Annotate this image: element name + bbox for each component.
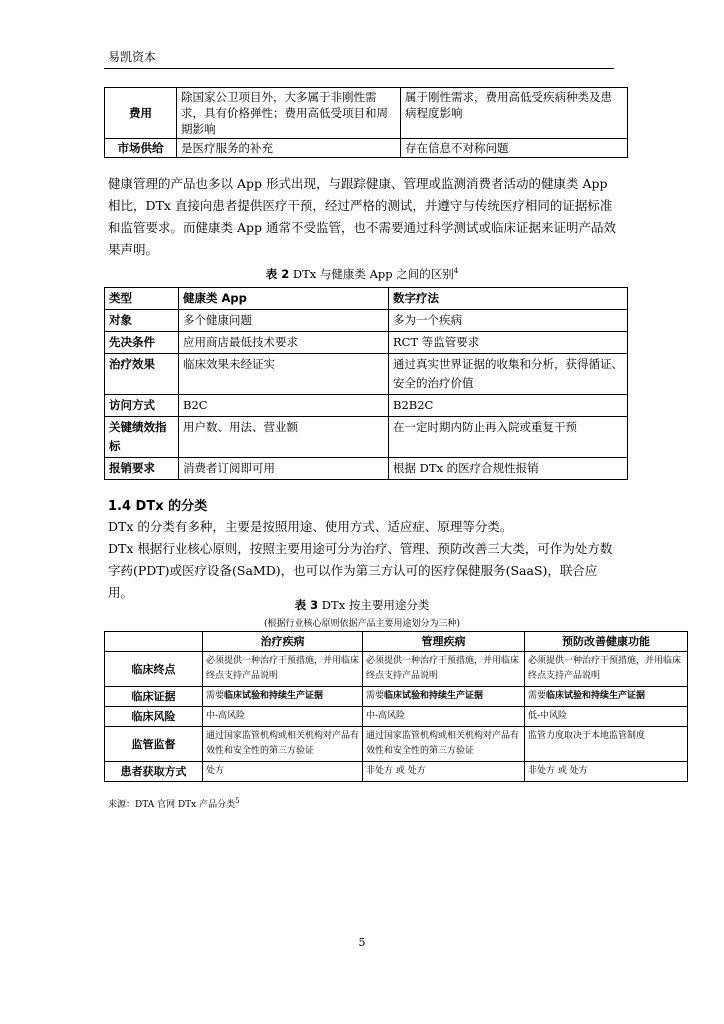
row-label: 费用: [105, 88, 177, 139]
table-row: [105, 88, 628, 139]
cell-prefix: 需要: [528, 691, 547, 701]
column-header: [105, 632, 203, 652]
table-cell: 多为一个疾病: [389, 310, 628, 332]
column-header: 预防改善健康功能: [525, 632, 688, 652]
cell-prefix: 需要: [206, 691, 225, 701]
row-label: 市场供给: [105, 139, 177, 158]
table-cell: 用户数、用法、营业额: [179, 417, 389, 458]
table-caption: [0, 266, 724, 282]
table-cell: 消费者订阅即可用: [179, 458, 389, 480]
table-cell: B2B2C: [389, 395, 628, 417]
column-header: 数字疗法: [389, 288, 628, 310]
paragraph: DTx 根据行业核心原则，按照主要用途可分为治疗、管理、预防改善三大类，可作为处方数字药(PDT)或医疗设备(SaMD)，也可以作为第三方认可的医疗保健服务(SaaS)，联合应用。: [108, 541, 613, 600]
table-cell: 必须提供一种治疗干预措施，并用临床终点支持产品说明: [363, 652, 525, 687]
table-row: [105, 395, 628, 417]
cell-emphasis: 临床试验和持续生产证据: [384, 691, 484, 701]
table-cell: 非处方 或 处方: [363, 762, 525, 782]
table-cell: 在一定时期内防止再入院或重复干预: [389, 417, 628, 458]
row-label: 临床终点: [105, 652, 203, 687]
table-cell: 低-中风险: [525, 707, 688, 727]
footnote-ref: 5: [235, 797, 240, 805]
table-header-row: [105, 288, 628, 310]
row-label: 患者获取方式: [105, 762, 203, 782]
source-note: [108, 797, 240, 810]
table-cell: 处方: [203, 762, 363, 782]
row-label: 治疗效果: [105, 354, 179, 395]
row-label: 临床证据: [105, 687, 203, 707]
section-heading: 1.4 DTx 的分类: [108, 499, 208, 514]
row-label: 临床风险: [105, 707, 203, 727]
row-label: 监管监督: [105, 727, 203, 762]
table-cell: 非处方 或 处方: [525, 762, 688, 782]
table-row: [105, 727, 688, 762]
page-header: 易凯资本: [108, 50, 157, 64]
table-cell: RCT 等监管要求: [389, 332, 628, 354]
table-cell: 通过国家监管机构或相关机构对产品有效性和安全性的第三方验证: [363, 727, 525, 762]
column-header: 管理疾病: [363, 632, 525, 652]
paragraph: DTx 的分类有多种，主要是按照用途、使用方式、适应症、原理等分类。: [108, 519, 513, 534]
table-cell: 应用商店最低技术要求: [179, 332, 389, 354]
table-row: [105, 417, 628, 458]
table-row: [105, 354, 628, 395]
table-row: [105, 332, 628, 354]
table-row: [105, 310, 628, 332]
table-row: [105, 762, 688, 782]
table-row: [105, 458, 628, 480]
table-cell: 中-高风险: [203, 707, 363, 727]
cell-prefix: 需要: [366, 691, 385, 701]
table-cell: 临床效果未经证实: [179, 354, 389, 395]
table-cell: 通过真实世界证据的收集和分析，获得循证、安全的治疗价值: [389, 354, 628, 395]
row-label: 关键绩效指标: [105, 417, 179, 458]
caption-text: DTx 与健康类 App 之间的区别: [289, 267, 454, 281]
footnote-ref: 4: [453, 267, 459, 276]
table-cell: 多个健康问题: [179, 310, 389, 332]
table-cell: [203, 687, 363, 707]
table-row: [105, 652, 688, 687]
table-cell: 通过国家监管机构或相关机构对产品有效性和安全性的第三方验证: [203, 727, 363, 762]
table-cell: B2C: [179, 395, 389, 417]
table-cell: 存在信息不对称问题: [401, 139, 628, 158]
table-caption: [0, 597, 724, 613]
page-number: 5: [358, 936, 366, 949]
column-header: 健康类 App: [179, 288, 389, 310]
table-cell: [525, 687, 688, 707]
table-cell: 根据 DTx 的医疗合规性报销: [389, 458, 628, 480]
header-divider: [104, 68, 614, 69]
row-label: 对象: [105, 310, 179, 332]
table-cell: [363, 687, 525, 707]
dtx-vs-app-table: [104, 287, 628, 480]
column-header: 治疗疾病: [203, 632, 363, 652]
row-label: 先决条件: [105, 332, 179, 354]
paragraph: 健康管理的产品也多以 App 形式出现，与跟踪健康、管理或监测消费者活动的健康类 App 相比，DTx 直接向患者提供医疗干预，经过严格的测试，并遵守与传统医疗相同的证据标准和监管要求。而健康类 App 通常不受监管，也不需要通过科学测试或临床证据来证明产品效果声明。: [108, 176, 616, 257]
table-header-row: [105, 632, 688, 652]
table-cell: 除国家公卫项目外，大多属于非刚性需求，具有价格弹性；费用高低受项目和周期影响: [177, 88, 401, 139]
table-row: [105, 707, 688, 727]
dtx-classification-table: [104, 631, 688, 782]
table-subcaption: (根据行业核心原则依据产品主要用途划分为三种): [263, 619, 461, 629]
table-cell: 必须提供一种治疗干预措施，并用临床终点支持产品说明: [525, 652, 688, 687]
table-cell: 中-高风险: [363, 707, 525, 727]
table-row: [105, 139, 628, 158]
cell-emphasis: 临床试验和持续生产证据: [546, 691, 646, 701]
row-label: 访问方式: [105, 395, 179, 417]
caption-text: DTx 按主要用途分类: [318, 598, 430, 612]
caption-label: 表 3: [294, 598, 319, 612]
column-header: 类型: [105, 288, 179, 310]
table-cell: 监管力度取决于本地监管制度: [525, 727, 688, 762]
source-text: 来源：DTA 官网 DTx 产品分类: [108, 800, 236, 810]
table-cell: 属于刚性需求，费用高低受疾病种类及患病程度影响: [401, 88, 628, 139]
table-cell: 必须提供一种治疗干预措施，并用临床终点支持产品说明: [203, 652, 363, 687]
table-cell: 是医疗服务的补充: [177, 139, 401, 158]
cell-emphasis: 临床试验和持续生产证据: [224, 691, 324, 701]
comparison-table-fragment: [104, 87, 628, 158]
caption-label: 表 2: [265, 267, 290, 281]
table-row: [105, 687, 688, 707]
row-label: 报销要求: [105, 458, 179, 480]
